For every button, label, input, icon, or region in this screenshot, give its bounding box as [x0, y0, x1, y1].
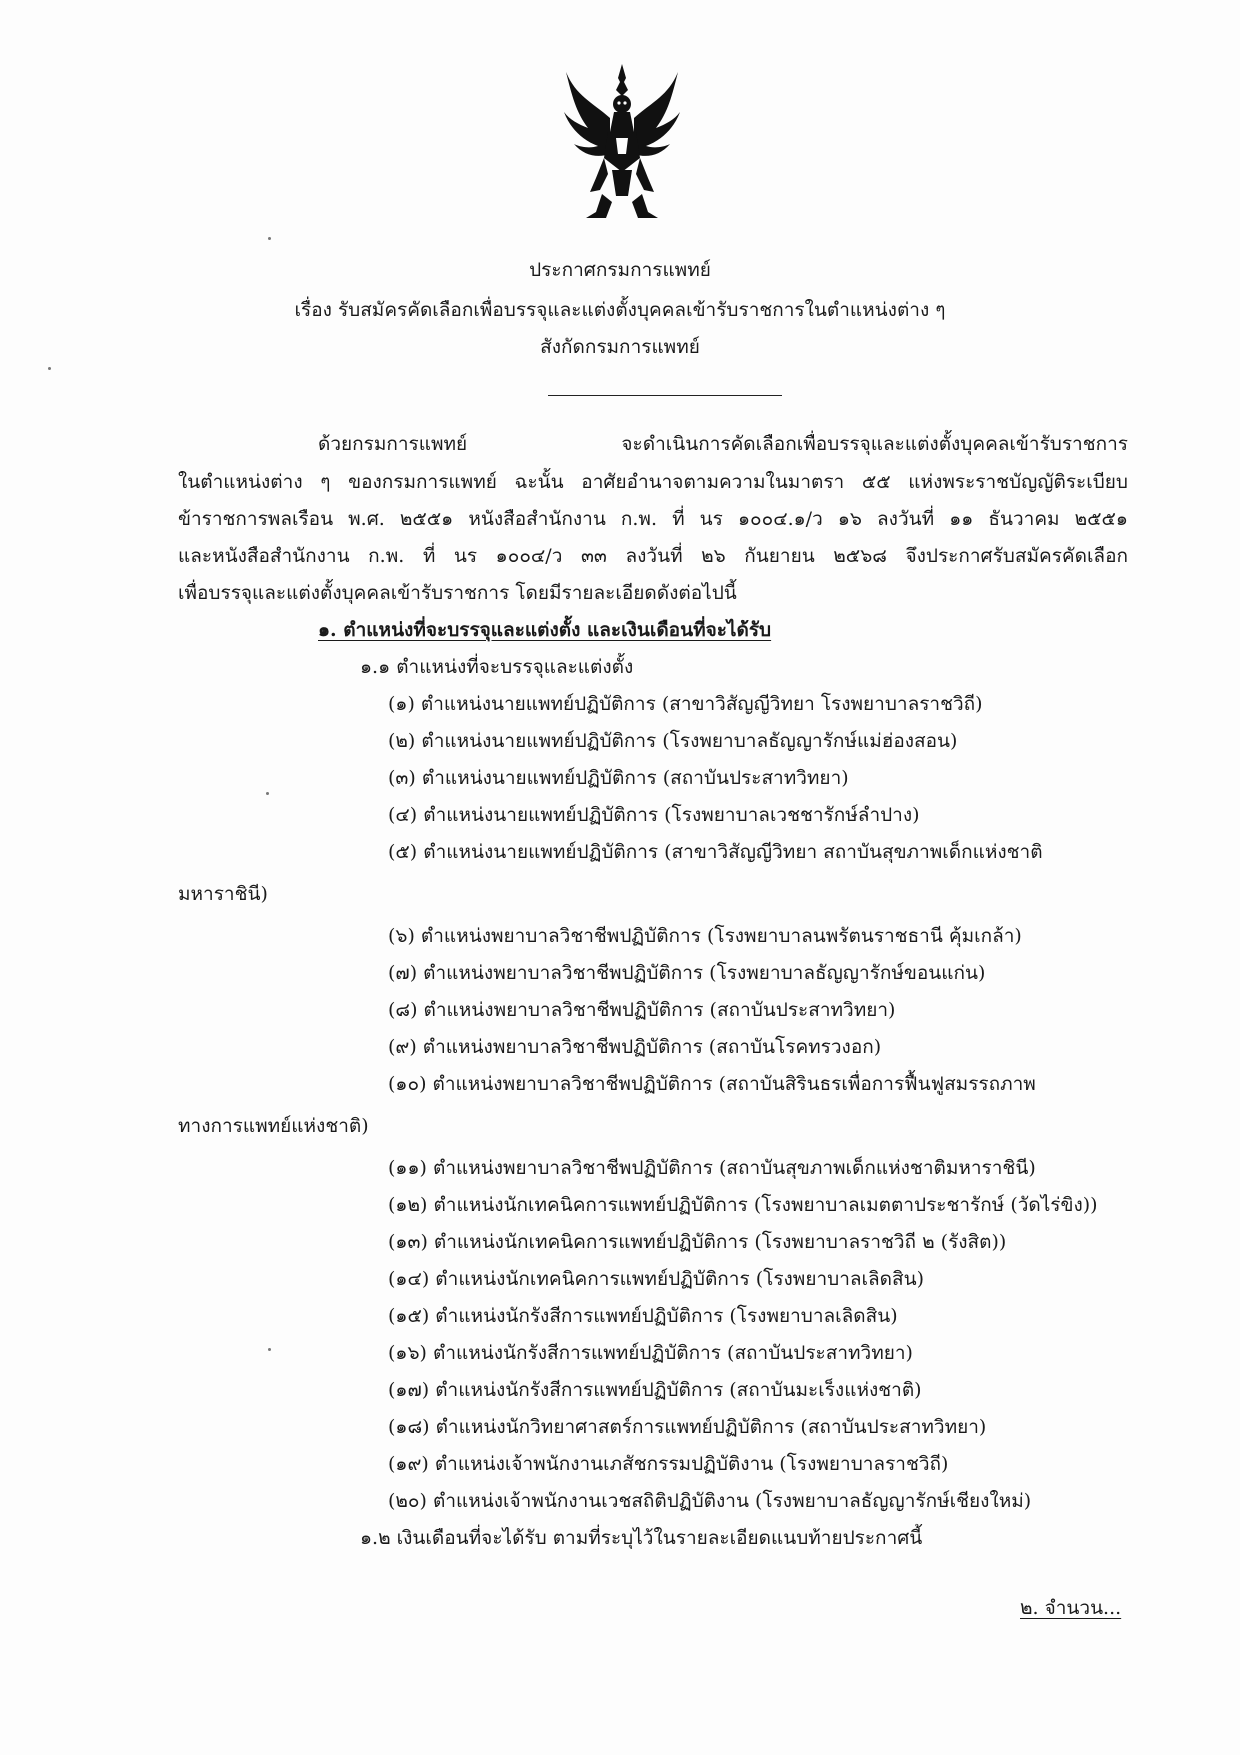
position-item: (๙) ตำแหน่งพยาบาลวิชาชีพปฏิบัติการ (สถาบันโรคทรวงอก)	[388, 1036, 882, 1058]
subsection-heading: ๑.๑ ตำแหน่งที่จะบรรจุและแต่งตั้ง	[360, 656, 634, 678]
position-item: (๘) ตำแหน่งพยาบาลวิชาชีพปฏิบัติการ (สถาบันประสาทวิทยา)	[388, 999, 896, 1021]
position-item: (๑๙) ตำแหน่งเจ้าพนักงานเภสัชกรรมปฏิบัติงาน (โรงพยาบาลราชวิถี)	[388, 1453, 949, 1475]
position-item: (๑๖) ตำแหน่งนักรังสีการแพทย์ปฏิบัติการ (สถาบันประสาทวิทยา)	[388, 1342, 913, 1364]
scan-speck	[268, 237, 271, 240]
garuda-emblem-icon	[562, 62, 682, 222]
position-item: (๑๕) ตำแหน่งนักรังสีการแพทย์ปฏิบัติการ (โรงพยาบาลเลิดสิน)	[388, 1305, 898, 1327]
position-item: (๒) ตำแหน่งนายแพทย์ปฏิบัติการ (โรงพยาบาลธัญญารักษ์แม่ฮ่องสอน)	[388, 730, 958, 752]
subsection-heading: ๑.๒ เงินเดือนที่จะได้รับ ตามที่ระบุไว้ในรายละเอียดแนบท้ายประกาศนี้	[360, 1527, 923, 1549]
intro-line: และหนังสือสำนักงาน ก.พ. ที่ นร ๑๐๐๔/ว ๓๓ ลงวันที่ ๒๖ กันยายน ๒๕๖๘ จึงประกาศรับสมัครคัดเลือก	[178, 545, 1128, 567]
position-item: (๒๐) ตำแหน่งเจ้าพนักงานเวชสถิติปฏิบัติงาน (โรงพยาบาลธัญญารักษ์เชียงใหม่)	[388, 1490, 1032, 1512]
section-heading: ๑. ตำแหน่งที่จะบรรจุและแต่งตั้ง และเงินเดือนที่จะได้รับ	[318, 619, 772, 641]
position-item: (๔) ตำแหน่งนายแพทย์ปฏิบัติการ (โรงพยาบาลเวชชารักษ์ลำปาง)	[388, 804, 920, 826]
position-item: (๑๐) ตำแหน่งพยาบาลวิชาชีพปฏิบัติการ (สถาบันสิรินธรเพื่อการฟื้นฟูสมรรถภาพ	[388, 1073, 1036, 1095]
next-page-marker: ๒. จำนวน...	[1020, 1597, 1122, 1619]
intro-line: ข้าราชการพลเรือน พ.ศ. ๒๕๕๑ หนังสือสำนักงาน ก.พ. ที่ นร ๑๐๐๔.๑/ว ๑๖ ลงวันที่ ๑๑ ธันวาคม ๒๕๕๑	[178, 508, 1128, 530]
announcement-title: ประกาศกรมการแพทย์	[529, 259, 711, 281]
position-item-continuation: มหาราชินี)	[178, 883, 268, 905]
scan-speck	[268, 1348, 271, 1351]
scan-speck	[266, 792, 269, 795]
intro-line: ด้วยกรมการแพทย์ จะดำเนินการคัดเลือกเพื่อบรรจุและแต่งตั้งบุคคลเข้ารับราชการ	[318, 433, 1128, 455]
scan-speck	[48, 367, 51, 370]
position-item: (๑) ตำแหน่งนายแพทย์ปฏิบัติการ (สาขาวิสัญญีวิทยา โรงพยาบาลราชวิถี)	[388, 693, 983, 715]
position-item: (๓) ตำแหน่งนายแพทย์ปฏิบัติการ (สถาบันประสาทวิทยา)	[388, 767, 849, 789]
intro-line: ในตำแหน่งต่าง ๆ ของกรมการแพทย์ ฉะนั้น อาศัยอำนาจตามความในมาตรา ๕๕ แห่งพระราชบัญญัติระเบียบ	[178, 471, 1128, 493]
announcement-subject: เรื่อง รับสมัครคัดเลือกเพื่อบรรจุและแต่งตั้งบุคคลเข้ารับราชการในตำแหน่งต่าง ๆ	[294, 299, 946, 321]
position-item: (๖) ตำแหน่งพยาบาลวิชาชีพปฏิบัติการ (โรงพยาบาลนพรัตนราชธานี คุ้มเกล้า)	[388, 925, 1022, 947]
position-item-continuation: ทางการแพทย์แห่งชาติ)	[178, 1115, 369, 1137]
position-item: (๗) ตำแหน่งพยาบาลวิชาชีพปฏิบัติการ (โรงพยาบาลธัญญารักษ์ขอนแก่น)	[388, 962, 986, 984]
position-item: (๑๓) ตำแหน่งนักเทคนิคการแพทย์ปฏิบัติการ (โรงพยาบาลราชวิถี ๒ (รังสิต))	[388, 1231, 1007, 1253]
position-item: (๑๔) ตำแหน่งนักเทคนิคการแพทย์ปฏิบัติการ (โรงพยาบาลเลิดสิน)	[388, 1268, 924, 1290]
position-item: (๑๑) ตำแหน่งพยาบาลวิชาชีพปฏิบัติการ (สถาบันสุขภาพเด็กแห่งชาติมหาราชินี)	[388, 1157, 1036, 1179]
intro-line: เพื่อบรรจุและแต่งตั้งบุคคลเข้ารับราชการ โดยมีรายละเอียดดังต่อไปนี้	[178, 582, 737, 604]
announcement-department: สังกัดกรมการแพทย์	[540, 336, 700, 358]
position-item: (๕) ตำแหน่งนายแพทย์ปฏิบัติการ (สาขาวิสัญญีวิทยา สถาบันสุขภาพเด็กแห่งชาติ	[388, 841, 1043, 863]
position-item: (๑๗) ตำแหน่งนักรังสีการแพทย์ปฏิบัติการ (สถาบันมะเร็งแห่งชาติ)	[388, 1379, 922, 1401]
position-item: (๑๒) ตำแหน่งนักเทคนิคการแพทย์ปฏิบัติการ (โรงพยาบาลเมตตาประชารักษ์ (วัดไร่ขิง))	[388, 1194, 1098, 1216]
position-item: (๑๘) ตำแหน่งนักวิทยาศาสตร์การแพทย์ปฏิบัติการ (สถาบันประสาทวิทยา)	[388, 1416, 987, 1438]
header-divider	[548, 395, 782, 396]
